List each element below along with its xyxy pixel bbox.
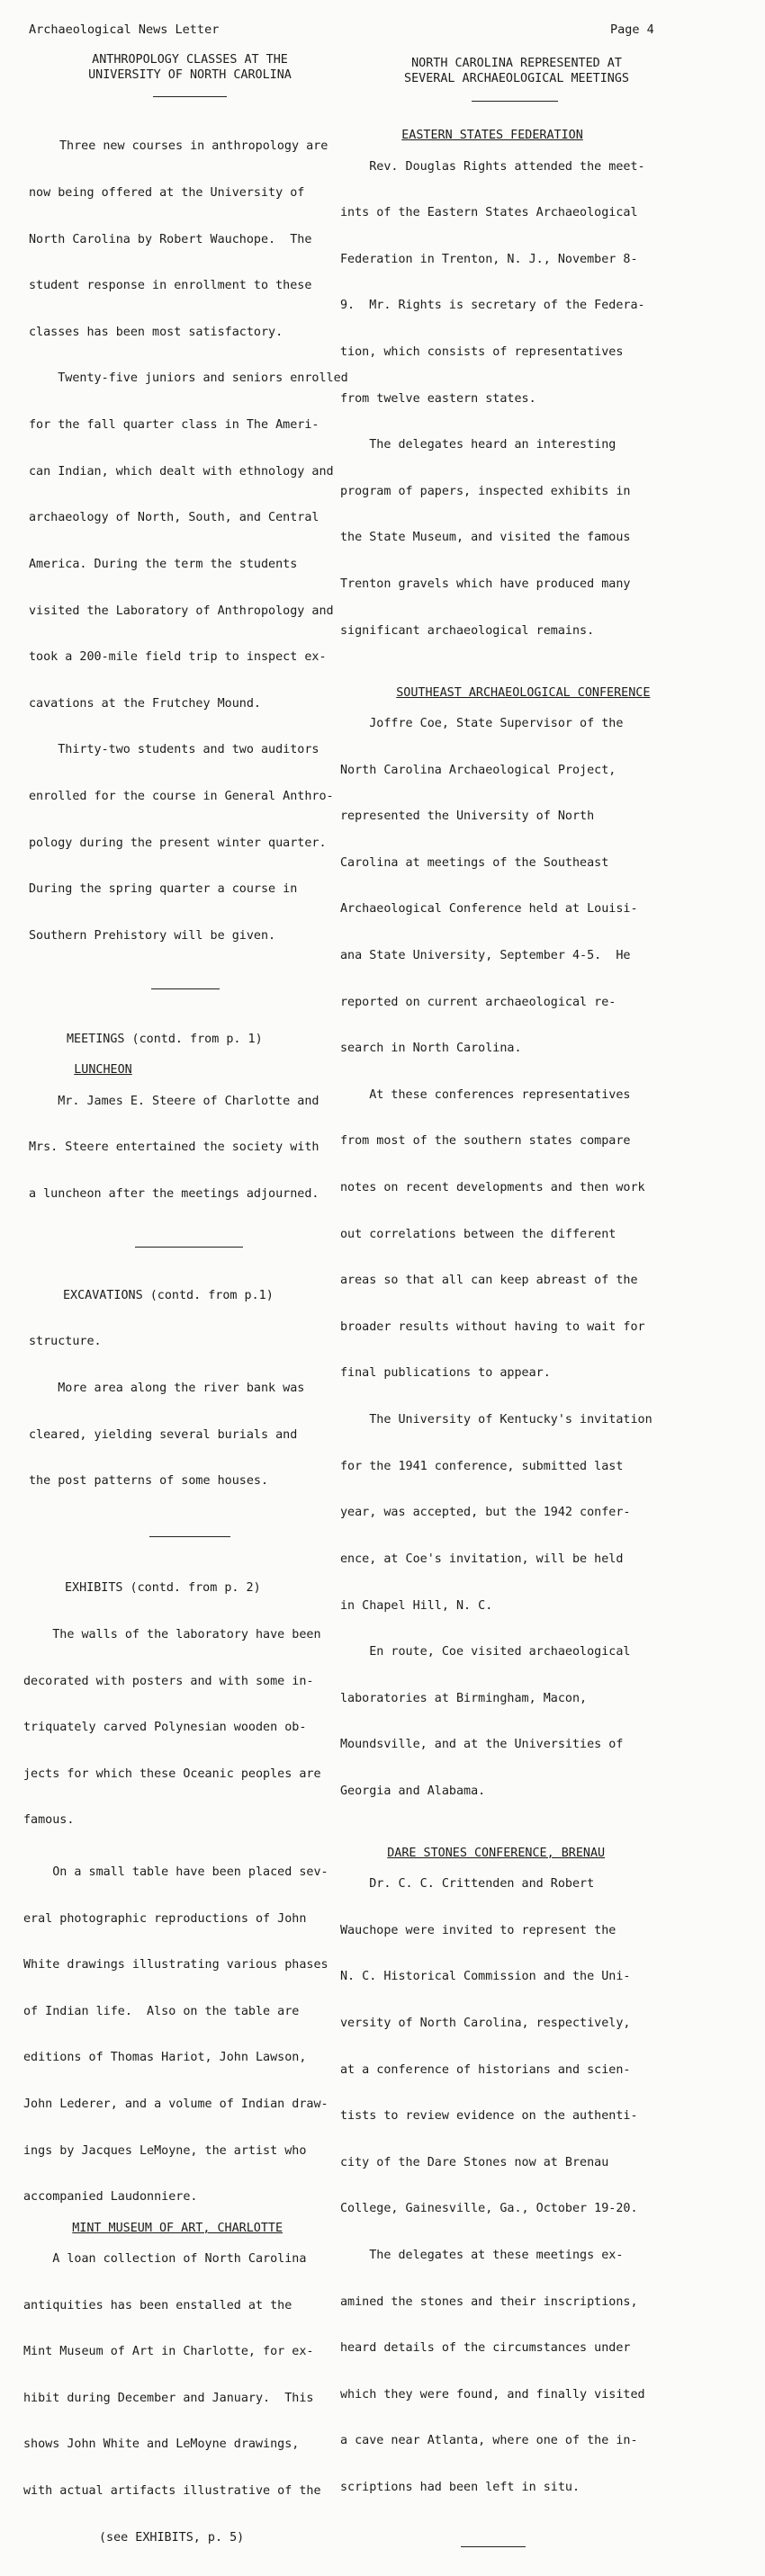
mint-museum-subheading: MINT MUSEUM OF ART, CHARLOTTE bbox=[72, 2221, 284, 2235]
eastern-section bbox=[340, 112, 675, 669]
newsletter-title: Archaeological News Letter bbox=[29, 22, 220, 37]
text-line: scriptions had been left in situ. bbox=[340, 2481, 580, 2495]
text-line: ana State University, September 4-5. He bbox=[340, 948, 631, 962]
text-line: Rev. Douglas Rights attended the meet- bbox=[340, 159, 645, 174]
text-line: Joffre Coe, State Supervisor of the bbox=[340, 716, 624, 730]
text-line: ints of the Eastern States Archaeological bbox=[340, 206, 638, 220]
divider bbox=[135, 1247, 243, 1248]
dare-stones-subheading: DARE STONES CONFERENCE, BRENAU bbox=[387, 1846, 606, 1860]
text-line: During the spring quarter a course in bbox=[29, 882, 298, 897]
text-line: N. C. Historical Commission and the Uni- bbox=[340, 1970, 631, 1984]
text-line: ings by Jacques LeMoyne, the artist who bbox=[23, 2143, 307, 2158]
excavations-heading: EXCAVATIONS (contd. from p.1) bbox=[63, 1288, 274, 1302]
text-line: can Indian, which dealt with ethnology and bbox=[29, 464, 334, 479]
text-line: jects for which these Oceanic peoples are bbox=[23, 1767, 321, 1781]
text-line: archaeology of North, South, and Central bbox=[29, 511, 320, 525]
right-column bbox=[340, 56, 675, 2547]
text-line: The walls of the laboratory have been bbox=[23, 1627, 321, 1641]
page-number: Page 4 bbox=[610, 22, 654, 37]
text-line: for the 1941 conference, submitted last bbox=[340, 1459, 624, 1473]
text-line: amined the stones and their inscriptions, bbox=[340, 2294, 638, 2309]
text-line: which they were found, and finally visited bbox=[340, 2387, 645, 2402]
text-line: hibit during December and January. This bbox=[23, 2391, 314, 2405]
text-line: classes has been most satisfactory. bbox=[29, 325, 284, 339]
text-line: John Lederer, and a volume of Indian draw- bbox=[23, 2097, 328, 2111]
text-line: The delegates heard an interesting bbox=[340, 438, 616, 452]
text-line: areas so that all can keep abreast of the bbox=[340, 1274, 638, 1288]
text-line: Carolina at meetings of the Southeast bbox=[340, 855, 609, 870]
text-line: of Indian life. Also on the table are bbox=[23, 2004, 300, 2018]
text-line: significant archaeological remains. bbox=[340, 623, 595, 638]
text-line: famous. bbox=[23, 1813, 75, 1828]
text-line: for the fall quarter class in The Ameri- bbox=[29, 418, 320, 433]
text-line: Wauchope were invited to represent the bbox=[340, 1923, 616, 1937]
text-line: pology during the present winter quarter. bbox=[29, 836, 327, 850]
nc-represented-title-line2: SEVERAL ARCHAEOLOGICAL MEETINGS bbox=[404, 72, 629, 85]
text-line: search in North Carolina. bbox=[340, 1042, 522, 1056]
southeast-conference-subheading: SOUTHEAST ARCHAEOLOGICAL CONFERENCE bbox=[396, 685, 651, 700]
text-line: laboratories at Birmingham, Macon, bbox=[340, 1691, 588, 1705]
text-line: year, was accepted, but the 1942 confer- bbox=[340, 1506, 631, 1520]
text-line: notes on recent developments and then work bbox=[340, 1181, 645, 1195]
divider bbox=[151, 988, 220, 989]
text-line: the post patterns of some houses. bbox=[29, 1474, 269, 1489]
text-line: 9. Mr. Rights is secretary of the Federa- bbox=[340, 299, 645, 313]
text-line: cavations at the Frutchey Mound. bbox=[29, 696, 261, 711]
text-line: The delegates at these meetings ex- bbox=[340, 2249, 624, 2263]
text-line: triquately carved Polynesian wooden ob- bbox=[23, 1721, 307, 1735]
anthro-body bbox=[16, 108, 351, 974]
text-line: structure. bbox=[29, 1335, 102, 1349]
text-line: Twenty-five juniors and seniors enrolled bbox=[29, 371, 348, 386]
text-line: Archaeological Conference held at Louisi- bbox=[340, 902, 638, 917]
text-line: editions of Thomas Hariot, John Lawson, bbox=[23, 2051, 307, 2065]
text-line: broader results without having to wait for bbox=[340, 1319, 645, 1334]
text-line: reported on current archaeological re- bbox=[340, 995, 616, 1009]
exhibits-section bbox=[16, 1550, 351, 2576]
eastern-states-subheading: EASTERN STATES FEDERATION bbox=[401, 129, 583, 143]
text-line: shows John White and LeMoyne drawings, bbox=[23, 2437, 300, 2452]
text-line: En route, Coe visited archaeological bbox=[340, 1645, 631, 1659]
text-line: in Chapel Hill, N. C. bbox=[340, 1598, 493, 1613]
text-line: Georgia and Alabama. bbox=[340, 1784, 486, 1798]
text-line: from most of the southern states compare bbox=[340, 1134, 631, 1149]
text-line: Three new courses in anthropology are bbox=[59, 139, 328, 154]
text-line: Southern Prehistory will be given. bbox=[29, 928, 276, 943]
text-line: eral photographic reproductions of John bbox=[23, 1911, 307, 1926]
text-line: Mint Museum of Art in Charlotte, for ex- bbox=[23, 2345, 314, 2359]
divider bbox=[472, 101, 558, 102]
text-line: final publications to appear. bbox=[340, 1366, 551, 1381]
anthro-title-line1: ANTHROPOLOGY CLASSES AT THE bbox=[92, 53, 288, 67]
text-line: A loan collection of North Carolina bbox=[23, 2252, 307, 2267]
text-line: from twelve eastern states. bbox=[340, 391, 536, 406]
text-line: heard details of the circumstances under bbox=[340, 2341, 631, 2356]
text-line: out correlations between the different bbox=[340, 1227, 616, 1241]
text-line: College, Gainesville, Ga., October 19-20. bbox=[340, 2202, 638, 2216]
text-line: tists to review evidence on the authenti- bbox=[340, 2109, 638, 2124]
text-line: decorated with posters and with some in- bbox=[23, 1674, 314, 1688]
text-line: On a small table have been placed sev- bbox=[23, 1865, 328, 1879]
text-line: Mrs. Steere entertained the society with bbox=[29, 1140, 320, 1155]
see-exhibits-ref: (see EXHIBITS, p. 5) bbox=[99, 2530, 245, 2545]
text-line: North Carolina by Robert Wauchope. The bbox=[29, 232, 312, 246]
text-line: Thirty-two students and two auditors bbox=[29, 743, 320, 757]
divider bbox=[461, 2546, 526, 2547]
dare-section bbox=[340, 1830, 675, 2527]
text-line: Mr. James E. Steere of Charlotte and bbox=[29, 1094, 320, 1108]
text-line: The University of Kentucky's invitation bbox=[340, 1413, 652, 1427]
text-line: versity of North Carolina, respectively, bbox=[340, 2016, 631, 2030]
text-line: with actual artifacts illustrative of the bbox=[23, 2484, 321, 2499]
text-line: the State Museum, and visited the famous bbox=[340, 531, 631, 545]
text-line: student response in enrollment to these bbox=[29, 279, 312, 293]
text-line: North Carolina Archaeological Project, bbox=[340, 763, 616, 777]
text-line: Federation in Trenton, N. J., November 8- bbox=[340, 252, 638, 266]
exhibits-heading: EXHIBITS (contd. from p. 2) bbox=[65, 1581, 261, 1596]
text-line: now being offered at the University of bbox=[29, 186, 305, 201]
text-line: Trenton gravels which have produced many bbox=[340, 577, 631, 592]
text-line: accompanied Laudonniere. bbox=[23, 2190, 198, 2205]
text-line: At these conferences representatives bbox=[340, 1087, 631, 1102]
divider bbox=[153, 96, 227, 97]
luncheon-subheading: LUNCHEON bbox=[74, 1063, 132, 1078]
text-line: America. During the term the students bbox=[29, 557, 298, 571]
meetings-heading: MEETINGS (contd. from p. 1) bbox=[67, 1032, 263, 1046]
left-column bbox=[16, 52, 351, 2576]
text-line: Moundsville, and at the Universities of bbox=[340, 1738, 624, 1752]
text-line: ence, at Coe's invitation, will be held bbox=[340, 1552, 624, 1566]
southeast-section bbox=[340, 669, 675, 1829]
text-line: antiquities has been enstalled at the bbox=[23, 2298, 292, 2312]
text-line: represented the University of North bbox=[340, 809, 595, 824]
text-line: White drawings illustrating various phases bbox=[23, 1958, 328, 1972]
meetings-section bbox=[16, 1000, 351, 1232]
text-line: a luncheon after the meetings adjourned. bbox=[29, 1186, 320, 1201]
text-line: city of the Dare Stones now at Brenau bbox=[340, 2155, 609, 2169]
text-line: More area along the river bank was bbox=[29, 1382, 305, 1396]
divider bbox=[149, 1536, 230, 1537]
text-line: Dr. C. C. Crittenden and Robert bbox=[340, 1877, 595, 1892]
nc-represented-title-line1: NORTH CAROLINA REPRESENTED AT bbox=[411, 57, 622, 70]
text-line: enrolled for the course in General Anthro- bbox=[29, 789, 334, 803]
text-line: tion, which consists of representatives bbox=[340, 345, 624, 360]
excavations-section bbox=[16, 1257, 351, 1519]
anthro-title-line2: UNIVERSITY OF NORTH CAROLINA bbox=[88, 68, 292, 82]
text-line: took a 200-mile field trip to inspect ex- bbox=[29, 650, 327, 665]
text-line: program of papers, inspected exhibits in bbox=[340, 484, 631, 498]
text-line: cleared, yielding several burials and bbox=[29, 1427, 298, 1442]
text-line: at a conference of historians and scien- bbox=[340, 2062, 631, 2077]
text-line: a cave near Atlanta, where one of the in- bbox=[340, 2434, 638, 2448]
text-line: visited the Laboratory of Anthropology and bbox=[29, 604, 334, 618]
